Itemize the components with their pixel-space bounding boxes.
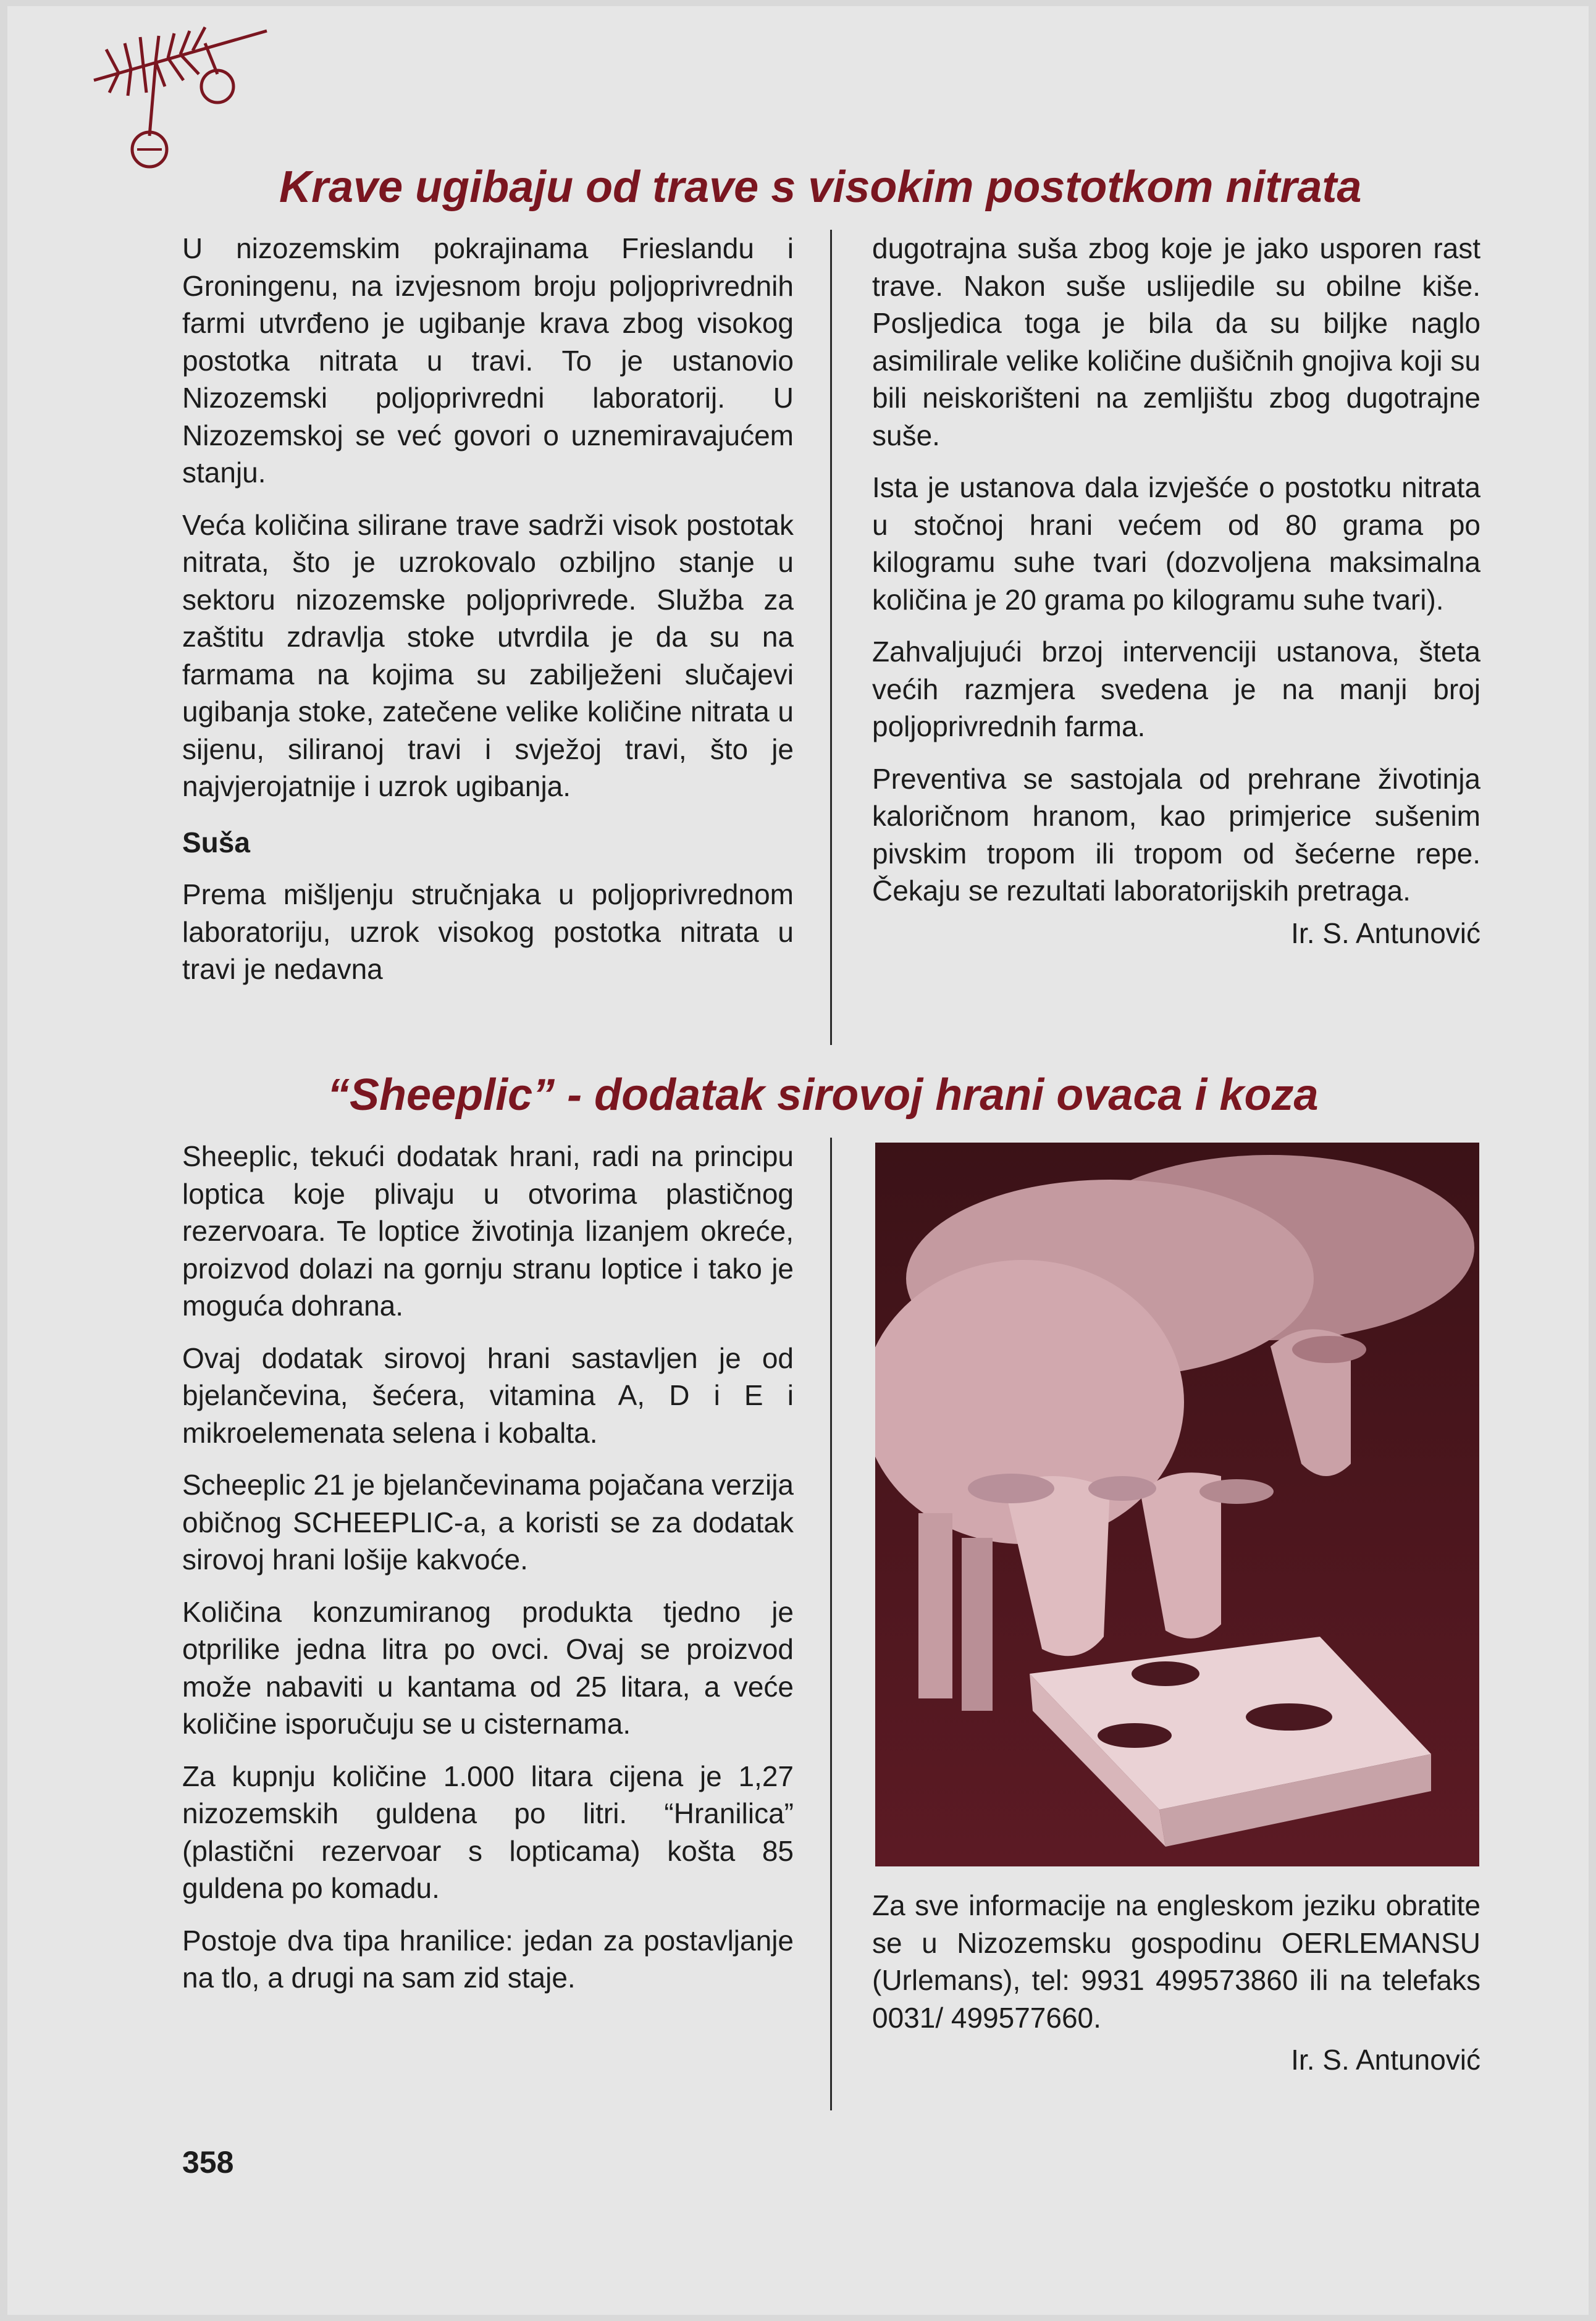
page-number: 358 (182, 2145, 234, 2180)
sheep-feeder-photo (875, 1143, 1479, 1866)
paragraph: Prema mišljenju stručnjaka u poljoprivrednom laboratoriju, uzrok visokog postotka nitrata u travi je nedavna (182, 878, 794, 985)
paragraph: Postoje dva tipa hranilice: jedan za postavljanje na tlo, a drugi na sam zid staje. (182, 1924, 794, 1994)
paragraph: Za kupnju količine 1.000 litara cijena je 1,27 nizozemskih guldena po litri. “Hranilica” (plastični rezervoar s lopticama) košta 85 guldena po komadu. (182, 1760, 794, 1904)
subheading: Suša (182, 826, 250, 858)
paragraph: Veća količina silirane trave sadrži visok postotak nitrata, što je uzrokovalo ozbiljno stanje u sektoru nizozemske poljoprivrede. Služba za zaštitu zdravlja stoke utvrdila je da su na farmama na kojima su zabilježeni slučajevi ugibanja stoke, zatečene velike količine nitrata u sijenu, siliranoj travi i svježoj travi, što je najvjerojatnije i uzrok ugibanja. (182, 508, 794, 802)
article1-left-column (182, 230, 794, 1003)
christmas-branch-ornament (82, 6, 279, 191)
paragraph: Sheeplic, tekući dodatak hrani, radi na principu loptica koje plivaju u otvorima plastičnog rezervoara. Te loptice životinja lizanjem okreće, proizvod dolazi na gornju stranu loptice i tako je moguća dohrana. (182, 1140, 794, 1322)
article2-left-column (182, 1138, 794, 2012)
column-divider (830, 1138, 832, 2110)
paragraph: Količina konzumiranog produkta tjedno je otprilike jedna litra po ovci. Ovaj se proizvod može nabaviti u kantama od 25 litara, a veće količine isporučuju se u cisternama. (182, 1595, 794, 1740)
article2-title: “Sheeplic” - dodatak sirovoj hrani ovaca i koza (327, 1070, 1319, 1120)
paragraph: Zahvaljujući brzoj intervenciji ustanova, šteta većih razmjera svedena je na manji broj poljoprivrednih farma. (872, 636, 1480, 742)
paragraph: Ista je ustanova dala izvješće o postotku nitrata u stočnoj hrani većem od 80 grama po kilogramu suhe tvari (dozvoljena maksimalna količina je 20 grama po kilogramu suhe tvari). (872, 471, 1480, 616)
paragraph: Ovaj dodatak sirovoj hrani sastavljen je od bjelančevina, šećera, vitamina A, D i E i mikroelemenata selena i kobalta. (182, 1341, 794, 1449)
article1-title: Krave ugibaju od trave s visokim postotkom nitrata (279, 162, 1362, 212)
paragraph: Za sve informacije na engleskom jeziku obratite se u Nizozemsku gospodinu OERLEMANSU (Urlemans), tel: 9931 499573860 ili na telefaks 0031/ 499577660. (872, 1889, 1480, 2034)
column-divider (830, 230, 832, 1045)
paragraph: U nizozemskim pokrajinama Frieslandu i Groningenu, na izvjesnom broju poljoprivrednih farmi utvrđeno je ugibanje krava zbog visokog postotka nitrata u travi. To je ustanovio Nizozemski poljoprivredni laboratorij. U Nizozemskoj se već govori o uznemiravajućem stanju. (182, 232, 794, 489)
paragraph: dugotrajna suša zbog koje je jako usporen rast trave. Nakon suše uslijedile su obilne kiše. Posljedica toga je bila da su biljke naglo asimilirale velike količine dušičnih gnojiva koji su bili neiskorišteni na zemljištu zbog dugotrajne suše. (872, 232, 1480, 451)
paragraph: Preventiva se sastojala od prehrane životinja kaloričnom hranom, kao primjerice sušenim pivskim tropom ili tropom od šećerne repe. Čekaju se rezultati laboratorijskih pretraga. (872, 762, 1480, 907)
author-signature: Ir. S. Antunović (1291, 2044, 1480, 2076)
paragraph: Scheeplic 21 je bjelančevinama pojačana verzija običnog SCHEEPLIC-a, a koristi se za dodatak sirovoj hrani lošije kakvoće. (182, 1469, 794, 1576)
article1-right-column (872, 230, 1480, 967)
article2-right-column (872, 1887, 1480, 2094)
author-signature: Ir. S. Antunović (1291, 917, 1480, 949)
magazine-page (7, 6, 1589, 2315)
